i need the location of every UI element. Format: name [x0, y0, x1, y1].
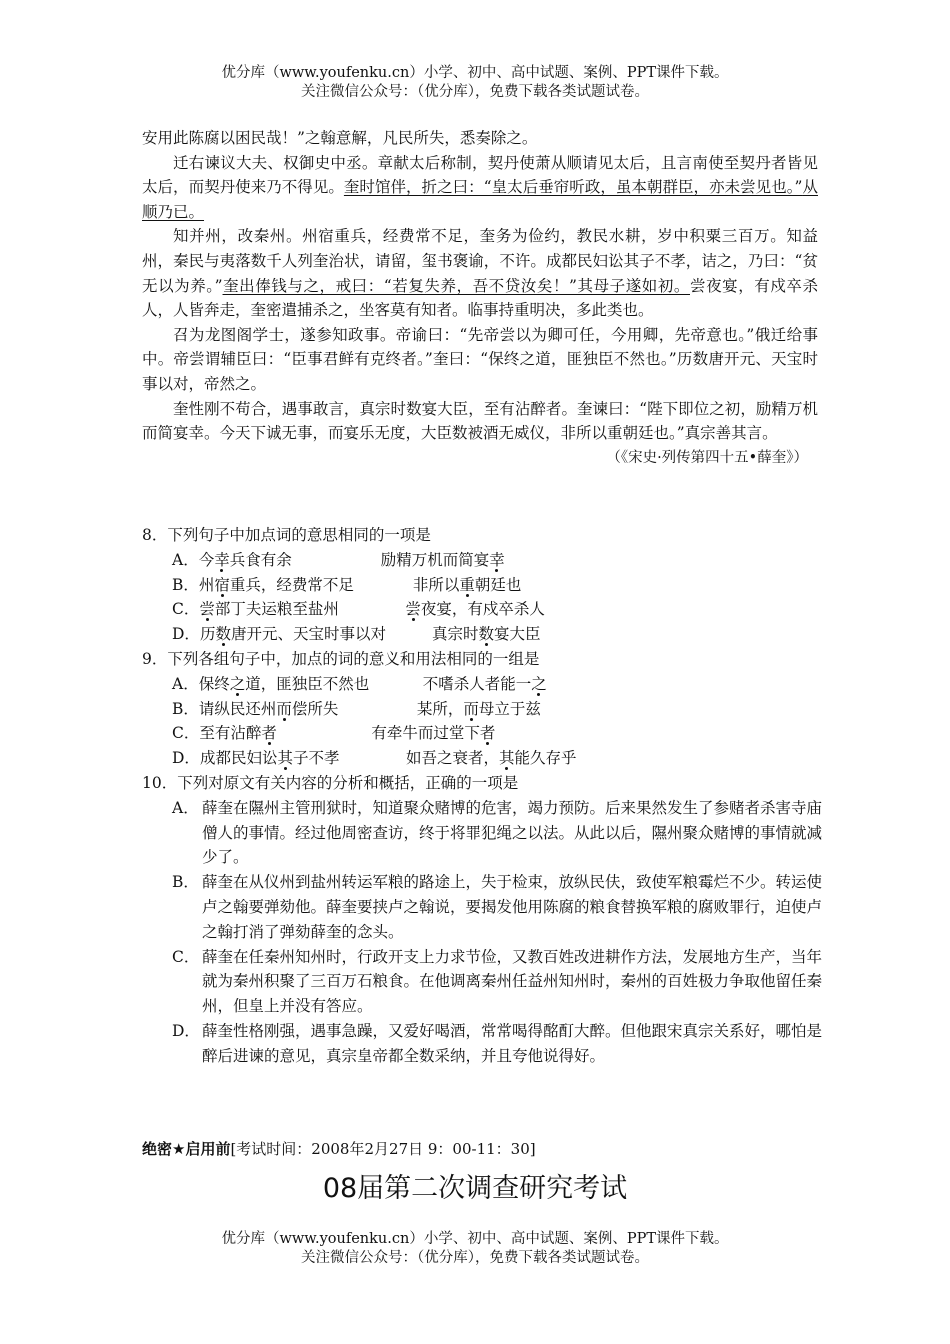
dotted-char: 重: [459, 575, 475, 594]
question-10-stem: 10．下列对原文有关内容的分析和概括，正确的一项是: [142, 773, 519, 792]
question-8-option-a: [142, 548, 822, 573]
page-header: [0, 64, 950, 102]
option-label: D．: [172, 625, 200, 644]
option-label: A．: [172, 798, 199, 817]
option-label: C．: [172, 600, 200, 619]
passage-paragraph-4: 召为龙图阁学士，遂参知政事。帝谕曰：“先帝尝以为卿可任，今用卿，先帝意也。”俄迁给事中。帝尝谓辅臣曰：“臣事君鲜有克终者。”奎曰：“保终之道，匪独臣不然也。”历数唐开元、天宝时事以对，帝然之。: [142, 325, 818, 393]
question-10-option-c: [142, 945, 822, 1019]
header-line-2: 关注微信公众号：（优分库），免费下载各类试题试卷。: [301, 84, 649, 100]
option-right: 有牵牛而过堂下者: [371, 724, 496, 743]
option-left: 至有沾醉者: [199, 724, 277, 743]
option-left: 历数唐开元、天宝时事以对: [199, 625, 386, 644]
option-left: 成都民妇讼其子不孝: [199, 749, 340, 768]
passage-source: （《宋史·列传第四十五•薛奎》）: [606, 449, 808, 466]
header-line-1: 优分库（www.youfenku.cn）小学、初中、高中试题、案例、PPT课件下载。: [221, 65, 729, 81]
dotted-char: 数: [478, 625, 494, 644]
option-left: 州宿重兵，经费常不足: [198, 575, 354, 594]
footer-line-1: 优分库（www.youfenku.cn）小学、初中、高中试题、案例、PPT课件下载。: [221, 1231, 729, 1247]
exam-time: [考试时间：2008年2月27日 9：00-11：30]: [230, 1140, 536, 1158]
passage-paragraph-2: [142, 151, 818, 225]
question-9-stem: 9．下列各组句子中，加点的词的意义和用法相同的一组是: [142, 649, 540, 668]
question-8-option-d: [142, 622, 822, 647]
question-9-option-c: [142, 721, 822, 746]
option-right: 非所以重朝廷也: [412, 575, 522, 594]
dotted-char: 之: [531, 674, 547, 693]
question-9-option-d: [142, 746, 822, 771]
option-label: C．: [172, 947, 200, 966]
question-9-option-b: [142, 697, 822, 722]
passage-text: 知并州，改秦州。州宿重兵，经费常不足，奎务为俭约，教民水耕，岁中积粟三百万。知益州，秦民与夷落数千人列奎治状，请留，玺书褒谕，不许。成都民妇讼其子不孝，诘之，乃曰：“贫无以为养。”: [142, 227, 818, 295]
secret-label: 绝密★启用前: [142, 1140, 231, 1158]
passage-text: 尝夜宴，有戍卒杀人，人皆奔走，奎密遣捕杀之，坐客莫有知者。临事持重明决，多此类也。: [142, 276, 818, 320]
page-footer-header: [0, 1230, 950, 1268]
option-right: 励精万机而简宴幸: [380, 550, 505, 569]
option-label: B．: [172, 699, 199, 718]
passage-paragraph-3: [142, 224, 818, 322]
option-left: 今幸兵食有余: [198, 550, 292, 569]
exam-info-line: [142, 1138, 536, 1159]
underlined-sentence-1: 奎时馆伴，折之曰：“皇太后垂帘听政，虽本朝群臣，亦未尝见也。”: [343, 178, 803, 197]
underlined-sentence-2: 奎出俸钱与之，戒曰：“若复失养，吾不贷汝矣！”其母子遂如初。: [222, 276, 690, 295]
dotted-char: 宿: [214, 575, 230, 594]
option-left: 尝部丁夫运粮至盐州: [199, 600, 339, 619]
dotted-char: 尝: [199, 600, 215, 619]
dotted-char: 数: [215, 625, 231, 644]
option-right: 不嗜杀人者能一之: [422, 674, 547, 693]
option-label: A．: [172, 674, 199, 693]
question-10-option-d: [142, 1019, 822, 1069]
underlined-sentence-1-end: 从顺乃已。: [142, 178, 818, 221]
question-10-option-a: [142, 796, 822, 870]
dotted-char: 之: [229, 674, 246, 693]
passage-paragraph-5: 奎性刚不苟合，遇事敢言，真宗时数宴大臣，至有沾醉者。奎谏曰：“陛下即位之初，励精万机而简宴幸。今天下诚无事，而宴乐无度，大臣数被酒无威仪，非所以重朝廷也。”真宗善其言。: [142, 399, 818, 443]
question-8-stem: 8．下列句子中加点词的意思相同的一项是: [142, 526, 431, 544]
question-8-option-c: [142, 597, 822, 622]
classical-passage: [142, 126, 818, 470]
option-right: 真宗时数宴大臣: [431, 625, 541, 644]
option-text: 薛奎在隰州主管刑狱时，知道聚众赌博的危害，竭力预防。后来果然发生了参赌者杀害寺庙僧人的事情。经过他周密查访，终于将罪犯绳之以法。从此以后，隰州聚众赌博的事情就减少了。: [202, 798, 823, 867]
exam-title: 08届第二次调查研究考试: [322, 1173, 628, 1204]
question-8-option-b: [142, 573, 822, 598]
option-label: C．: [172, 724, 200, 743]
dotted-char: 者: [479, 724, 496, 743]
option-left: 请纵民还州而偿所失: [198, 699, 339, 718]
option-label: D．: [172, 749, 200, 768]
option-label: A．: [172, 550, 199, 569]
option-text: 薛奎在从仪州到盐州转运军粮的路途上，失于检束，放纵民伕，致使军粮霉烂不少。转运使卢之翰要弹劾他。薛奎要挟卢之翰说，要揭发他用陈腐的粮食替换军粮的腐败罪行，迫使卢之翰打消了弹劾薛奎的念头。: [202, 873, 823, 941]
passage-text: 迁右谏议大夫、权御史中丞。章献太后称制，契丹使萧从顺请见太后，且言南使至契丹者皆见太后，而契丹使来乃不得见。: [142, 153, 818, 197]
option-right: 尝夜宴，有戍卒杀人: [405, 600, 545, 619]
dotted-char: 幸: [214, 550, 230, 569]
option-label: D．: [172, 1021, 200, 1040]
option-label: B．: [172, 575, 199, 594]
dotted-char: 而: [463, 699, 479, 718]
dotted-char: 者: [261, 724, 277, 743]
option-text: 薛奎在任秦州知州时，行政开支上力求节俭，又教百姓改进耕作方法，发展地方生产，当年就为秦州积聚了三百万石粮食。在他调离秦州任益州知州时，秦州的百姓极力争取他留任秦州，但皇上并没有答应。: [202, 947, 823, 1016]
dotted-char: 其: [498, 749, 515, 768]
question-9-option-a: [142, 672, 822, 697]
question-10-option-b: [142, 870, 822, 944]
passage-paragraph-1: 安用此陈腐以困民哉！”之翰意解，凡民所失，悉奏除之。: [142, 129, 538, 147]
dotted-char: 而: [276, 699, 292, 718]
option-left: 保终之道，匪独臣不然也: [198, 674, 370, 693]
option-text: 薛奎性格刚强，遇事急躁，又爱好喝酒，常常喝得酩酊大醉。但他跟宋真宗关系好，哪怕是醉后进谏的意见，真宗皇帝都全数采纳，并且夸他说得好。: [202, 1021, 823, 1065]
option-right: 某所，而母立于兹: [416, 699, 541, 718]
option-right: 如吾之衰者，其能久存乎: [405, 749, 577, 768]
dotted-char: 尝: [405, 600, 421, 619]
footer-line-2: 关注微信公众号：（优分库），免费下载各类试题试卷。: [301, 1250, 649, 1266]
dotted-char: 其: [277, 749, 293, 768]
option-label: B．: [172, 873, 199, 892]
dotted-char: 幸: [489, 550, 505, 569]
questions: [142, 523, 822, 1069]
